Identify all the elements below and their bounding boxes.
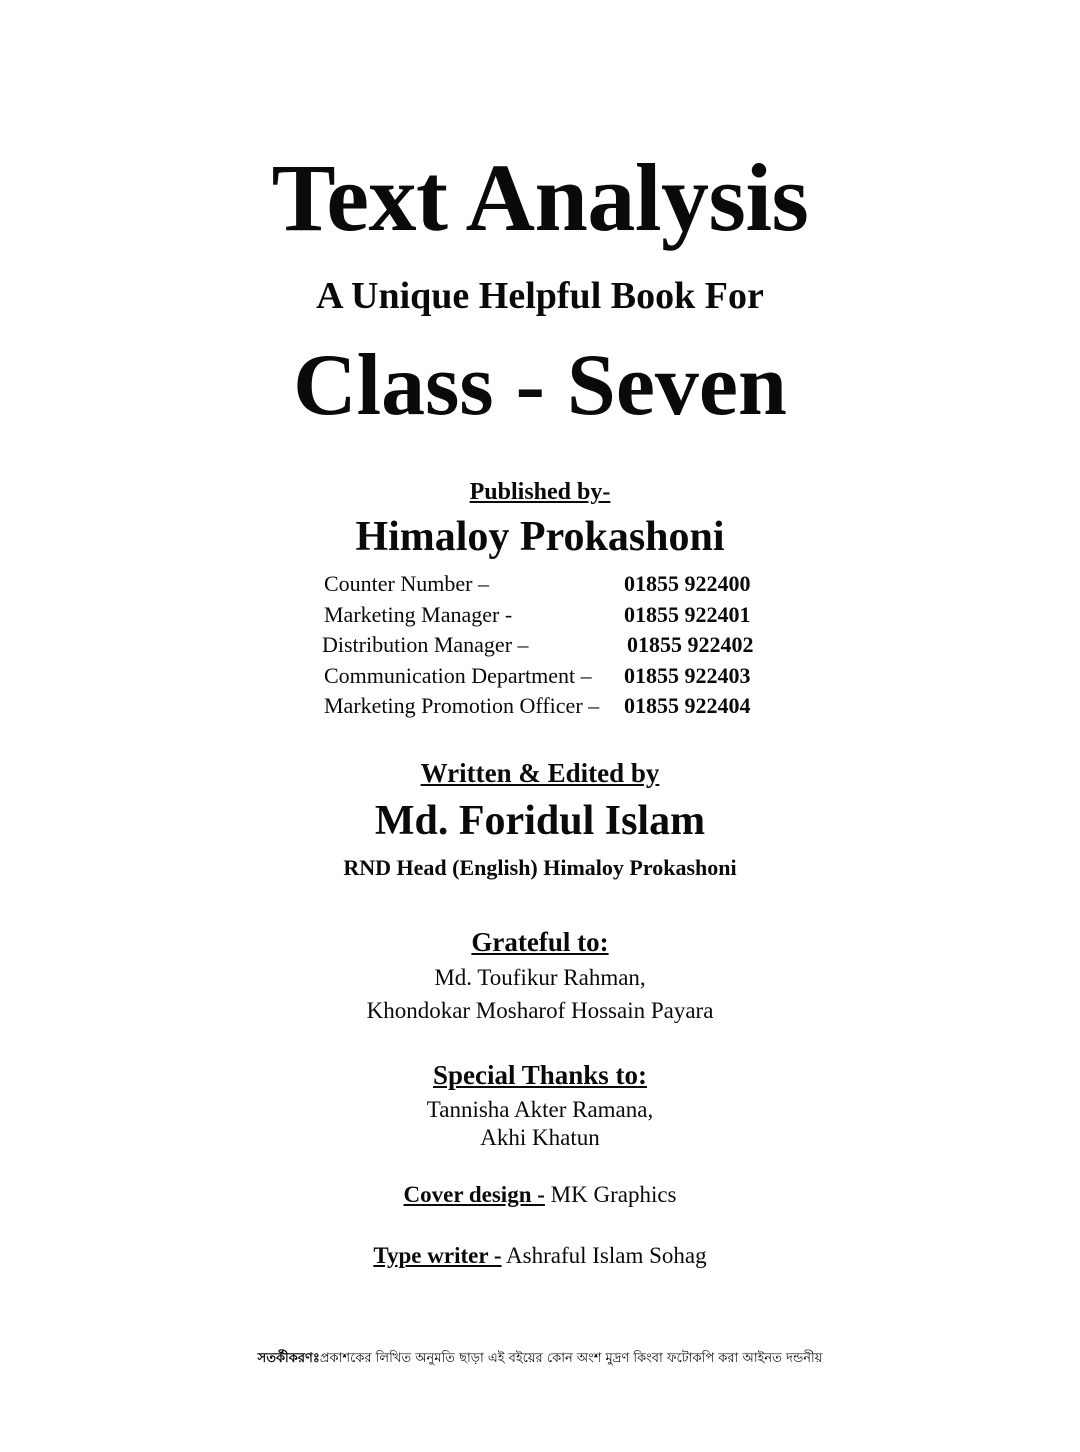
contact-row xyxy=(322,692,782,723)
warning-label: সতর্কীকরণঃ xyxy=(257,1351,320,1366)
grateful-name: Khondokar Mosharof Hossain Payara xyxy=(366,998,714,1023)
contact-number: 01855 922403 xyxy=(624,662,751,688)
contact-row xyxy=(322,662,782,693)
book-title: Text Analysis xyxy=(271,144,809,251)
contact-row xyxy=(322,631,782,662)
contact-number: 01855 922400 xyxy=(624,571,751,596)
contact-list xyxy=(322,570,782,723)
publisher-name: Himaloy Prokashoni xyxy=(355,514,725,560)
contact-label: Communication Department – xyxy=(324,662,592,688)
contact-label: Distribution Manager – xyxy=(322,632,529,657)
author-role: RND Head (English) Himaloy Prokashoni xyxy=(343,855,737,880)
warning-text: প্রকাশকের লিখিত অনুমতি ছাড়া এই বইয়ের কোন অংশ মুদ্রণ কিংবা ফটোকপি করা আইনত দন্ডনীয় xyxy=(319,1351,823,1366)
grateful-name: Md. Toufikur Rahman, xyxy=(434,965,646,990)
book-subtitle: A Unique Helpful Book For xyxy=(316,275,764,317)
cover-design-label: Cover design - xyxy=(403,1182,545,1207)
contact-label: Counter Number – xyxy=(324,571,489,596)
cover-design-line xyxy=(0,1180,1080,1210)
written-edited-label: Written & Edited by xyxy=(420,758,660,788)
contact-number: 01855 922402 xyxy=(627,632,754,657)
contact-row xyxy=(322,570,782,601)
cover-design-value: MK Graphics xyxy=(550,1182,677,1207)
contact-row xyxy=(322,601,782,632)
type-writer-label: Type writer - xyxy=(373,1243,502,1268)
contact-number: 01855 922404 xyxy=(624,693,751,718)
contact-label: Marketing Promotion Officer – xyxy=(324,693,600,718)
class-name: Class - Seven xyxy=(293,337,787,434)
type-writer-value: Ashraful Islam Sohag xyxy=(506,1243,707,1268)
contact-number: 01855 922401 xyxy=(624,601,751,627)
special-thanks-label: Special Thanks to: xyxy=(432,1060,648,1090)
published-by-label: Published by- xyxy=(469,479,611,505)
special-thanks-name: Akhi Khatun xyxy=(480,1125,600,1150)
grateful-label: Grateful to: xyxy=(471,927,609,957)
author-name: Md. Foridul Islam xyxy=(374,798,706,844)
type-writer-line xyxy=(0,1241,1080,1271)
copyright-warning xyxy=(0,1349,1080,1369)
contact-label: Marketing Manager - xyxy=(324,601,513,627)
special-thanks-name: Tannisha Akter Ramana, xyxy=(426,1097,654,1122)
